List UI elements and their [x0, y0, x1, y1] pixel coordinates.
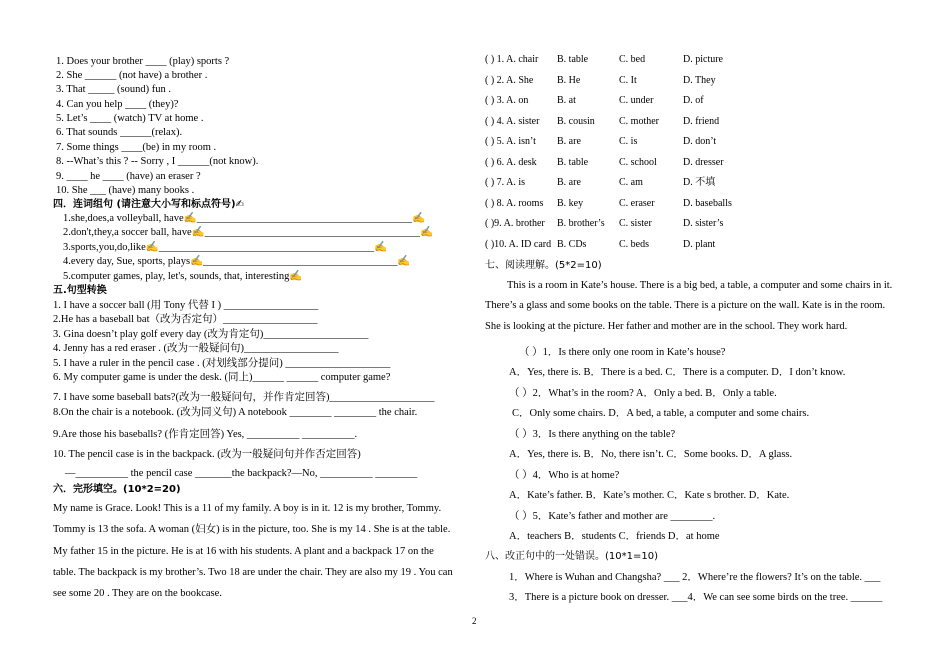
- choice-option: D. picture: [683, 54, 723, 65]
- choice-option: B. are: [557, 177, 581, 188]
- choice-option: B. cousin: [557, 115, 595, 127]
- options: A．Yes, there is. B．There is a bed. C．There is a computer. D．I don’t know.: [509, 367, 846, 378]
- choice-question: ( ) 3. A. on: [485, 95, 529, 106]
- choice-option: C. school: [619, 156, 657, 168]
- choice-option: D. They: [683, 74, 716, 86]
- choice-option: C. under: [619, 95, 654, 106]
- reading-passage: This is a room in Kate’s house. There is a big bed, a table, a computer and some chairs in it. There’s a glass and some books on the table. There is a picture on the wall. Kate is in the room. She is looking at the picture. Her father and mother are in the school. They work hard.: [485, 280, 893, 332]
- options: A．teachers B．students C．friends D．at home: [509, 531, 720, 542]
- section-title: 六．完形填空。(10*2=20): [53, 484, 181, 495]
- reorder-item: 4.every day, Sue, sports, plays✍_____________________________________✍: [63, 256, 411, 267]
- choice-option: C. It: [619, 74, 637, 86]
- choice-question: ( ) 4. A. sister: [485, 115, 540, 127]
- fill-item: 1. Does your brother ____ (play) sports ?: [56, 56, 230, 67]
- reorder-item: 5.computer games, play, let's, sounds, that, interesting✍: [63, 271, 303, 282]
- transform-item: 2.He has a baseball bat（改为否定句）__________________: [53, 314, 318, 325]
- pen-icon: ✍: [190, 256, 204, 267]
- transform-item: —__________ the pencil case _______the backpack?—No, __________ ________: [65, 468, 418, 479]
- choice-option: C. mother: [619, 115, 659, 127]
- fill-item: 7. Some things ____(be) in my room .: [56, 142, 217, 153]
- choice-option: C. sister: [619, 218, 652, 229]
- choice-option: D. dresser: [683, 156, 724, 168]
- options: C．Only some chairs. D．A bed, a table, a computer and some chairs.: [512, 408, 810, 419]
- fill-item: 10. She ___ (have) many books .: [56, 185, 195, 196]
- reorder-item: 1.she,does,a volleyball, have✍_________________________________________✍: [63, 213, 426, 224]
- pen-icon: ✍: [397, 256, 411, 267]
- transform-item: 5. I have a ruler in the pencil case . (对划线部分提问) ____________________: [53, 358, 391, 369]
- pen-icon: ✍: [289, 271, 303, 282]
- section-title: 五.句型转换: [53, 285, 107, 296]
- choice-question: ( ) 5. A. isn’t: [485, 136, 536, 147]
- choice-question: ( ) 6. A. desk: [485, 156, 537, 168]
- choice-option: D. friend: [683, 115, 720, 127]
- question: （ ）2．What’s in the room? A．Only a bed. B．Only a table.: [509, 388, 777, 399]
- fill-item: 8. --What’s this ? -- Sorry , I ______(not know).: [56, 156, 259, 167]
- section-title: 七、阅读理解。(5*2=10): [485, 260, 602, 271]
- question: （ ）4．Who is at home?: [509, 470, 620, 481]
- pen-icon: ✍: [191, 227, 205, 238]
- options: A．Yes, there is. B．No, there isn’t. C．Some books. D．A glass.: [509, 449, 793, 460]
- choice-option: B. are: [557, 136, 581, 147]
- transform-item: 1. I have a soccer ball (用 Tony 代替 I ) __________________: [53, 300, 319, 311]
- choice-option: C. am: [619, 177, 643, 188]
- reorder-item: 3.sports,you,do,like✍_________________________________________✍: [63, 242, 388, 253]
- choice-option: C. is: [619, 136, 638, 147]
- pen-icon: ✍: [183, 213, 197, 224]
- fill-item: 3. That _____ (sound) fun .: [56, 84, 172, 95]
- choice-option: D. baseballs: [683, 197, 732, 209]
- fill-item: 2. She ______ (not have) a brother .: [56, 70, 208, 81]
- choice-option: D. don’t: [683, 136, 717, 147]
- pen-icon: ✍: [145, 242, 159, 253]
- transform-item: 9.Are those his baseballs? (作肯定回答) Yes, __________ __________.: [53, 429, 358, 440]
- choice-question: ( ) 7. A. is: [485, 177, 525, 188]
- choice-option: B. table: [557, 54, 589, 65]
- section-title: 八、改正句中的一处错误。(10*1=10): [485, 551, 658, 562]
- question: （ ）1．Is there only one room in Kate’s house?: [519, 347, 726, 358]
- fill-item: 5. Let’s ____ (watch) TV at home .: [56, 113, 204, 124]
- pen-icon: ✍: [412, 213, 426, 224]
- page-number: 2: [472, 616, 477, 626]
- choice-option: D. plant: [683, 238, 716, 250]
- transform-item: 10. The pencil case is in the backpack. (改为一般疑问句并作否定回答): [53, 449, 361, 460]
- pen-icon: ✍: [374, 242, 388, 253]
- choice-option: B. key: [557, 197, 584, 209]
- question: （ ）5．Kate’s father and mother are ________.: [509, 511, 716, 522]
- choice-question: ( ) 1. A. chair: [485, 54, 539, 65]
- choice-option: B. at: [557, 95, 576, 106]
- fill-item: 9. ____ he ____ (have) an eraser ?: [56, 171, 201, 182]
- pen-icon: ✍: [419, 227, 434, 238]
- choice-option: D. 不填: [683, 177, 716, 188]
- fill-item: 4. Can you help ____ (they)?: [56, 99, 179, 110]
- transform-item: 4. Jenny has a red eraser . (改为一般疑问句)__________________: [53, 343, 339, 354]
- choice-option: D. of: [683, 95, 704, 106]
- choices-grid: [485, 50, 753, 255]
- choice-option: B. brother’s: [557, 218, 605, 229]
- transform-item: 8.On the chair is a notebook. (改为同义句) A notebook ________ ________ the chair.: [53, 407, 418, 418]
- choice-option: C. bed: [619, 54, 646, 65]
- choice-question: ( )10. A. ID card: [485, 238, 552, 250]
- choice-option: B. CDs: [557, 238, 587, 250]
- fill-item: 6. That sounds ______(relax).: [56, 127, 183, 138]
- choice-question: ( ) 2. A. She: [485, 74, 534, 86]
- question: （ ）3．Is there anything on the table?: [509, 429, 676, 440]
- choice-option: B. He: [557, 74, 581, 86]
- transform-item: 6. My computer game is under the desk. (同上)______ ______ computer game?: [53, 372, 391, 383]
- cloze-passage: My name is Grace. Look! This is a 11 of my family. A boy is in it. 12 is my brother, Tommy. Tommy is 13 the sofa. A woman (妇女) is in the picture, too. She is my 14 . She is at the table. My father 15 in the picture. He is at 16 with his students. A plant and a backpack 17 on the table. The backpack is my brother’s. Two 18 are under the chair. They are also my 19 . You can see some 20 . They are on the bookcase.: [53, 503, 453, 600]
- choice-question: ( ) 8. A. rooms: [485, 197, 544, 209]
- correction-line: 3．There is a picture book on dresser. ___4．We can see some birds on the tree. ______: [509, 592, 883, 603]
- correction-line: 1．Where is Wuhan and Changsha? ___ 2．Where’re the flowers? It’s on the table. ___: [509, 572, 881, 583]
- choice-option: C. eraser: [619, 197, 655, 209]
- transform-item: 3. Gina doesn’t play golf every day (改为肯定句)____________________: [53, 329, 369, 340]
- transform-item: 7. I have some baseball bats?(改为一般疑问句，并作肯定回答)____________________: [53, 392, 435, 403]
- choice-option: D. sister’s: [683, 218, 724, 229]
- reorder-item: 2.don't,they,a soccer ball, have✍_________________________________________✍: [63, 227, 434, 238]
- choice-question: ( )9. A. brother: [485, 218, 545, 229]
- section-title: 四．连词组句 (请注意大小写和标点符号)✍: [53, 199, 245, 210]
- pen-icon: ✍: [235, 199, 245, 210]
- choice-option: C. beds: [619, 238, 649, 250]
- choice-option: B. table: [557, 156, 589, 168]
- options: A．Kate’s father. B．Kate’s mother. C．Kate s brother. D．Kate.: [509, 490, 790, 501]
